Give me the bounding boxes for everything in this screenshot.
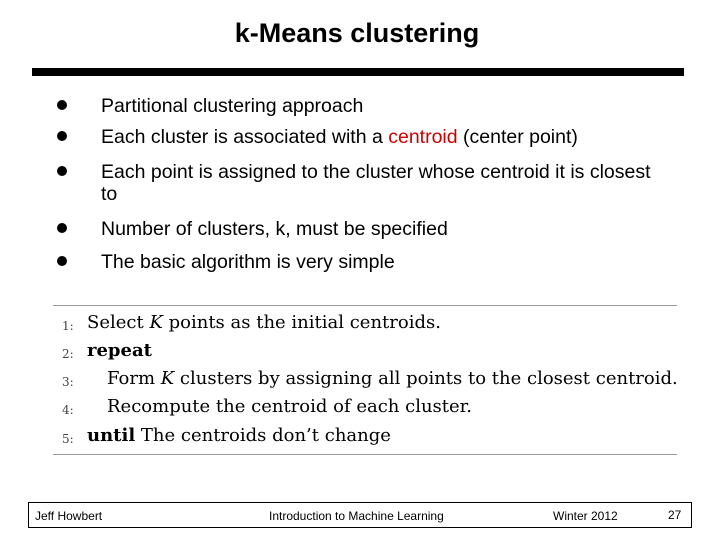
algorithm-text-b: The centroids don’t change (135, 425, 391, 446)
footer-term: Winter 2012 (553, 509, 618, 523)
centroid-highlight: centroid (388, 126, 458, 148)
bullet-dot-icon (57, 131, 67, 141)
page-number: 27 (668, 508, 682, 522)
bullet-dot-icon (57, 100, 67, 110)
algorithm-text-b: clusters by assigning all points to the closest centroid. (174, 368, 678, 389)
line-number: 1: (62, 319, 74, 333)
algorithm-text (107, 369, 678, 389)
line-number: 5: (62, 432, 74, 446)
algorithm-text-b: points as the initial centroids. (162, 312, 441, 333)
bullet-dot-icon (57, 256, 67, 266)
line-number: 4: (62, 403, 74, 417)
bullet-text (101, 126, 661, 148)
algorithm-text: Recompute the centroid of each cluster. (107, 396, 473, 417)
algorithm-text (87, 426, 391, 446)
line-number: 3: (62, 375, 74, 389)
footer-course: Introduction to Machine Learning (269, 509, 444, 523)
algorithm-bottom-rule (53, 454, 677, 455)
algorithm-text-a: Form (107, 368, 161, 389)
algorithm-variable: K (160, 368, 175, 389)
bullet-text: Partitional clustering approach (101, 95, 364, 117)
algorithm-text (87, 313, 441, 333)
algorithm-top-rule (53, 305, 677, 306)
algorithm-variable: K (149, 312, 163, 333)
bullet-text-post: (center point) (457, 126, 578, 148)
footer-author: Jeff Howbert (35, 509, 103, 523)
algorithm-keyword: repeat (87, 340, 152, 361)
bullet-dot-icon (57, 223, 67, 233)
bullet-text: The basic algorithm is very simple (101, 251, 395, 273)
bullet-text-pre: Each cluster is associated with a (101, 126, 389, 148)
algorithm-text-a: Select (87, 312, 150, 333)
algorithm-keyword: until (87, 425, 136, 446)
bullet-text: Each point is assigned to the cluster whose centroid it is closest to (101, 161, 651, 205)
line-number: 2: (62, 347, 74, 361)
footer-bar (28, 502, 692, 528)
title-divider (32, 68, 684, 76)
bullet-text: Number of clusters, k, must be specified (101, 218, 448, 240)
bullet-dot-icon (57, 166, 67, 176)
slide-title: k-Means clustering (234, 18, 480, 48)
